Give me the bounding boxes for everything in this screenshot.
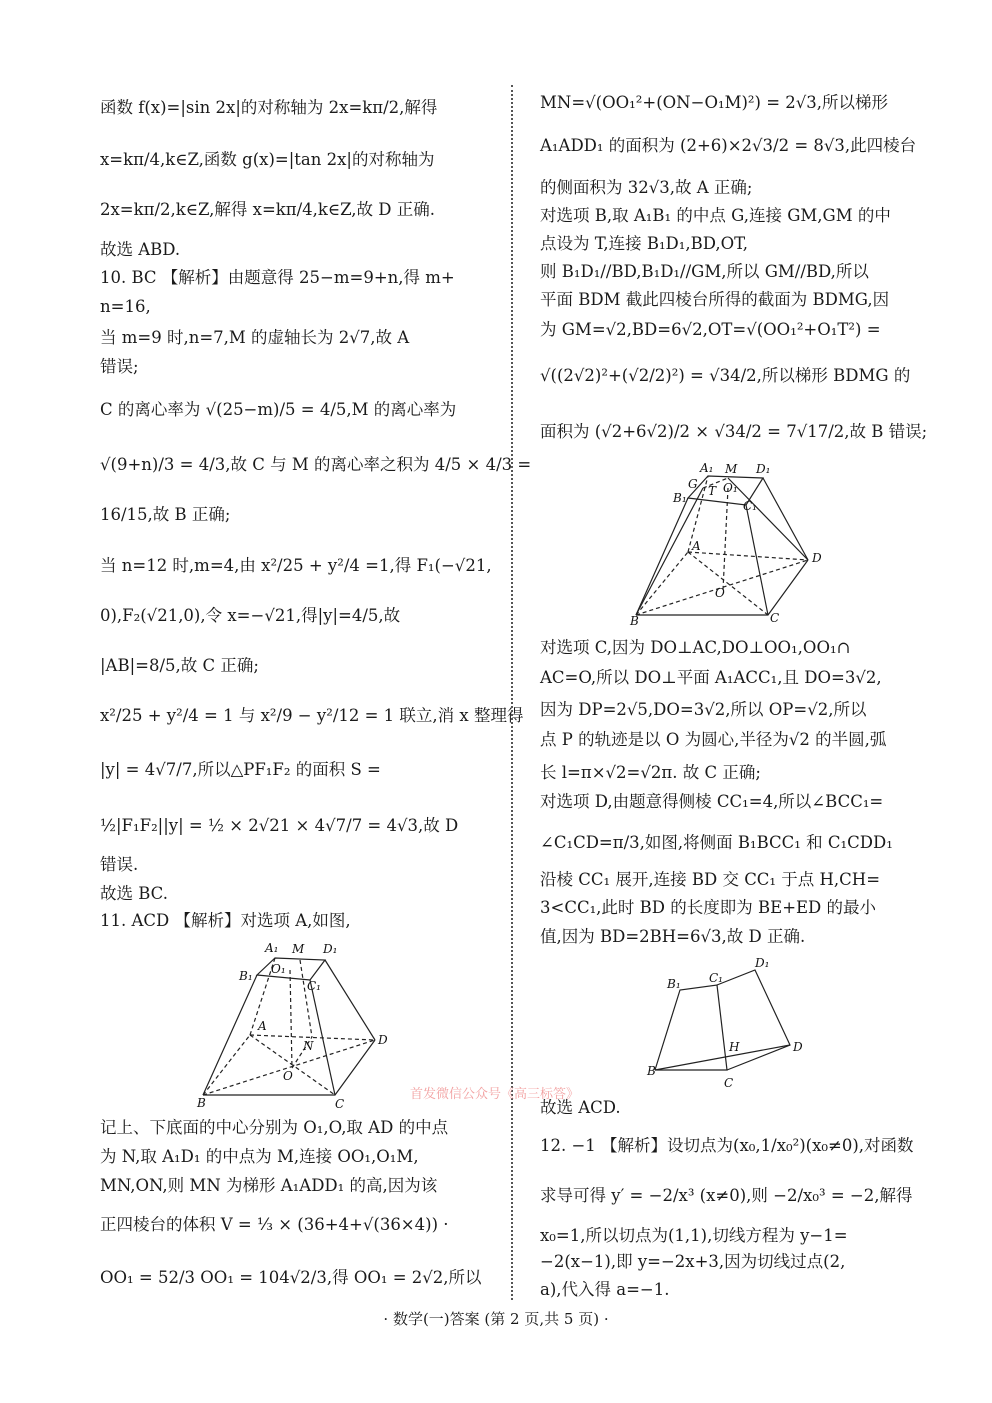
label-c1: C₁ xyxy=(743,499,757,513)
text-line: 3<CC₁,此时 BD 的长度即为 BE+ED 的最小 xyxy=(540,898,877,917)
text-line: 正四棱台的体积 V = ⅓ × (36+4+√(36×4)) · xyxy=(100,1215,449,1234)
text-line: 2x=kπ/2,k∈Z,解得 x=kπ/4,k∈Z,故 D 正确. xyxy=(100,200,436,219)
label-b1: B₁ xyxy=(673,491,687,505)
label-m: M xyxy=(725,462,738,476)
label-d1: D₁ xyxy=(323,942,338,956)
text-line: 故选 BC. xyxy=(100,884,168,903)
label-d: D xyxy=(812,551,822,565)
figure-frustum-a xyxy=(195,940,395,1110)
text-line: 对选项 C,因为 DO⊥AC,DO⊥OO₁,OO₁∩ xyxy=(540,638,851,657)
text-line: 长 l=π×√2=√2π. 故 C 正确; xyxy=(540,763,761,782)
text-line: 错误. xyxy=(100,855,139,874)
text-line: ∠C₁CD=π/3,如图,将侧面 B₁BCC₁ 和 C₁CDD₁ xyxy=(540,833,893,852)
label-c: C xyxy=(770,611,780,625)
text-line: 求导可得 y′ = −2/x³ (x≠0),则 −2/x₀³ = −2,解得 xyxy=(540,1186,913,1205)
text-line: 则 B₁D₁//BD,B₁D₁//GM,所以 GM//BD,所以 xyxy=(540,262,869,281)
text-line: 平面 BDM 截此四棱台所得的截面为 BDMG,因 xyxy=(540,290,890,309)
text-line: 记上、下底面的中心分别为 O₁,O,取 AD 的中点 xyxy=(100,1118,449,1137)
text-line: A₁ADD₁ 的面积为 (2+6)×2√3/2 = 8√3,此四棱台 xyxy=(540,136,917,155)
figure-frustum-b xyxy=(628,460,828,630)
text-line: 为 N,取 A₁D₁ 的中点为 M,连接 OO₁,O₁M, xyxy=(100,1147,419,1166)
column-divider xyxy=(511,85,513,1300)
text-line: 错误; xyxy=(100,357,139,376)
text-line: 的侧面积为 32√3,故 A 正确; xyxy=(540,178,753,197)
text-line: 故选 ACD. xyxy=(540,1098,621,1117)
text-line: 面积为 (√2+6√2)/2 × √34/2 = 7√17/2,故 B 错误; xyxy=(540,422,928,441)
label-o: O xyxy=(715,586,725,600)
text-line: 对选项 D,由题意得侧棱 CC₁=4,所以∠BCC₁= xyxy=(540,792,884,811)
label-c: C xyxy=(335,1097,345,1110)
text-line: 点设为 T,连接 B₁D₁,BD,OT, xyxy=(540,234,749,253)
label-n: N xyxy=(303,1039,314,1053)
label-b1: B₁ xyxy=(239,969,253,983)
text-line: 因为 DP=2√5,DO=3√2,所以 OP=√2,所以 xyxy=(540,700,867,719)
text-line: OO₁ = 52/3 OO₁ = 104√2/3,得 OO₁ = 2√2,所以 xyxy=(100,1268,482,1287)
text-line: x=kπ/4,k∈Z,函数 g(x)=|tan 2x|的对称轴为 xyxy=(100,150,435,169)
label-m: M xyxy=(292,942,305,956)
label-o1: O₁ xyxy=(723,481,738,495)
label-b: B xyxy=(647,1064,656,1078)
label-o: O xyxy=(283,1069,293,1083)
text-line: 对选项 B,取 A₁B₁ 的中点 G,连接 GM,GM 的中 xyxy=(540,206,891,225)
label-o1: O₁ xyxy=(271,962,286,976)
label-b: B xyxy=(630,614,639,628)
label-t: T xyxy=(708,484,717,498)
text-line: 16/15,故 B 正确; xyxy=(100,505,231,524)
text-line: |AB|=8/5,故 C 正确; xyxy=(100,656,259,675)
page-footer: · 数学(一)答案 (第 2 页,共 5 页) · xyxy=(383,1310,609,1328)
text-line: ½|F₁F₂||y| = ½ × 2√21 × 4√7/7 = 4√3,故 D xyxy=(100,816,459,835)
label-h: H xyxy=(729,1040,740,1054)
text-line: 沿棱 CC₁ 展开,连接 BD 交 CC₁ 于点 H,CH= xyxy=(540,870,881,889)
label-c: C xyxy=(724,1076,734,1090)
label-d: D xyxy=(378,1033,388,1047)
text-line: √(9+n)/3 = 4/3,故 C 与 M 的离心率之积为 4/5 × 4/3 = xyxy=(100,455,532,474)
text-line: n=16, xyxy=(100,297,151,316)
label-b1: B₁ xyxy=(667,977,681,991)
text-line: −2(x−1),即 y=−2x+3,因为切线过点(2, xyxy=(540,1252,846,1271)
label-a: A xyxy=(258,1019,267,1033)
text-line: 点 P 的轨迹是以 O 为圆心,半径为√2 的半圆,弧 xyxy=(540,730,887,749)
watermark: 首发微信公众号《高三标答》 xyxy=(410,1087,580,1102)
text-line: 函数 f(x)=|sin 2x|的对称轴为 2x=kπ/2,解得 xyxy=(100,98,438,117)
label-a: A xyxy=(692,539,701,553)
text-line: 值,因为 BD=2BH=6√3,故 D 正确. xyxy=(540,927,806,946)
text-line: 故选 ABD. xyxy=(100,240,181,259)
text-line: 12. −1 【解析】设切点为(x₀,1/x₀²)(x₀≠0),对函数 xyxy=(540,1136,914,1155)
label-a1: A₁ xyxy=(265,941,279,955)
label-c1: C₁ xyxy=(307,979,321,993)
text-line: MN=√(OO₁²+(ON−O₁M)²) = 2√3,所以梯形 xyxy=(540,93,889,112)
text-line: 0),F₂(√21,0),令 x=−√21,得|y|=4/5,故 xyxy=(100,606,401,625)
text-line: x₀=1,所以切点为(1,1),切线方程为 y−1= xyxy=(540,1226,848,1245)
figure-unfolded xyxy=(645,955,825,1095)
label-b: B xyxy=(197,1096,206,1110)
label-d1: D₁ xyxy=(755,956,770,970)
text-line: C 的离心率为 √(25−m)/5 = 4/5,M 的离心率为 xyxy=(100,400,457,419)
text-line: 当 n=12 时,m=4,由 x²/25 + y²/4 =1,得 F₁(−√21, xyxy=(100,556,492,575)
text-line: |y| = 4√7/7,所以△PF₁F₂ 的面积 S = xyxy=(100,760,381,779)
text-line: 10. BC 【解析】由题意得 25−m=9+n,得 m+ xyxy=(100,268,455,287)
label-g: G xyxy=(688,477,698,491)
text-line: AC=O,所以 DO⊥平面 A₁ACC₁,且 DO=3√2, xyxy=(540,668,882,687)
label-c1: C₁ xyxy=(709,971,723,985)
text-line: x²/25 + y²/4 = 1 与 x²/9 − y²/12 = 1 联立,消 x 整理得 xyxy=(100,706,524,725)
label-d1: D₁ xyxy=(756,462,771,476)
text-line: √((2√2)²+(√2/2)²) = √34/2,所以梯形 BDMG 的 xyxy=(540,366,911,385)
label-a1: A₁ xyxy=(700,461,714,475)
text-line: a),代入得 a=−1. xyxy=(540,1280,670,1299)
label-d: D xyxy=(793,1040,803,1054)
text-line: 当 m=9 时,n=7,M 的虚轴长为 2√7,故 A xyxy=(100,328,410,347)
text-line: 11. ACD 【解析】对选项 A,如图, xyxy=(100,911,351,930)
text-line: MN,ON,则 MN 为梯形 A₁ADD₁ 的高,因为该 xyxy=(100,1176,438,1195)
text-line: 为 GM=√2,BD=6√2,OT=√(OO₁²+O₁T²) = xyxy=(540,320,881,339)
